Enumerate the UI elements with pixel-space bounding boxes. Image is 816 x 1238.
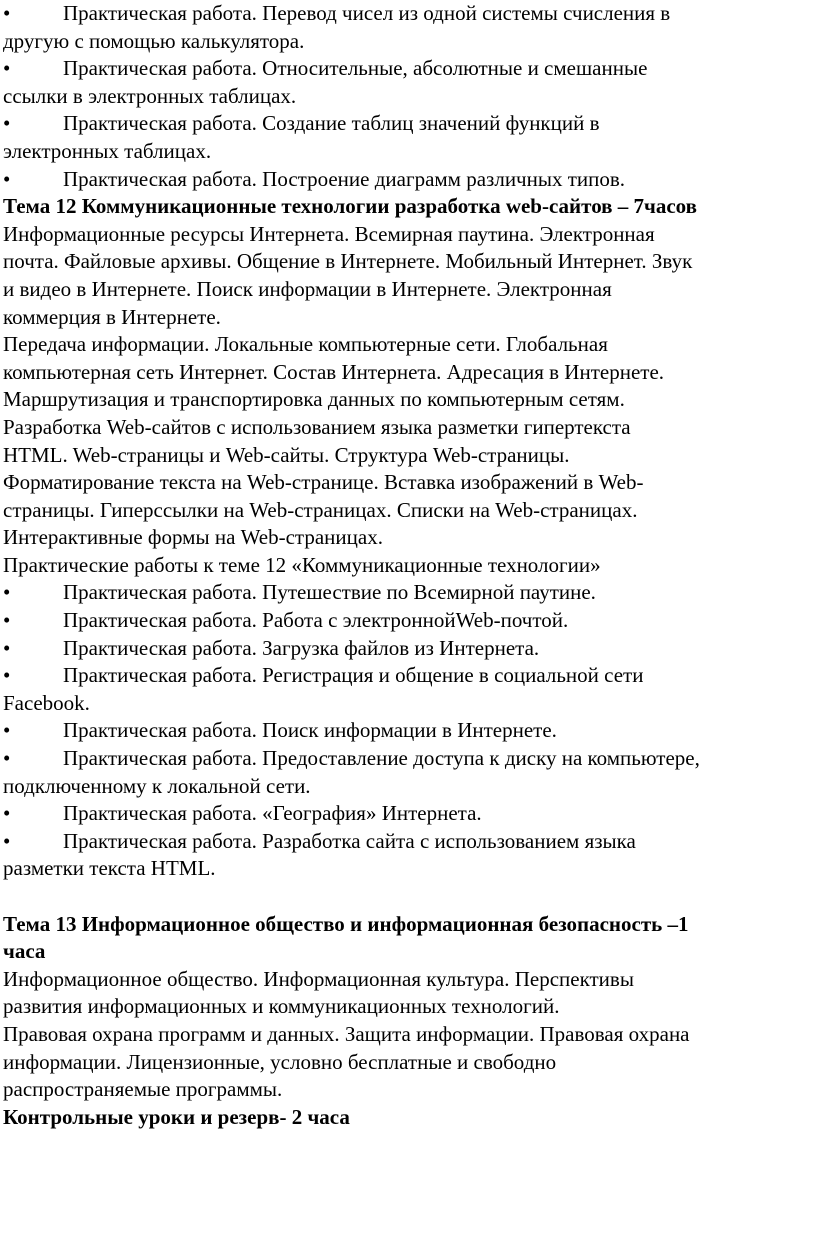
bullet: • (3, 746, 11, 771)
list-item (3, 579, 815, 607)
paragraph-line: коммерция в Интернете. (3, 304, 221, 329)
top-practice-list (3, 0, 815, 193)
topic12-paragraph-2 (3, 331, 815, 552)
paragraph-line: Интерактивные формы на Web-страницах. (3, 525, 383, 550)
list-item (3, 745, 815, 773)
paragraph-line: Разработка Web-сайтов с использованием языка разметки гипертекста (3, 414, 631, 439)
topic13-heading-line: часа (3, 939, 46, 964)
list-item (3, 110, 815, 138)
topic12-practice-list (3, 579, 815, 883)
list-item (3, 55, 815, 83)
bullet: • (3, 635, 11, 660)
blank-line (3, 883, 815, 911)
paragraph-line: почта. Файловые архивы. Общение в Интернете. Мобильный Интернет. Звук (3, 249, 693, 274)
final-heading: Контрольные уроки и резерв- 2 часа (3, 1104, 350, 1129)
list-item-continuation: Facebook. (3, 690, 90, 715)
bullet: • (3, 608, 11, 633)
list-item-text: Практическая работа. Предоставление доступа к диску на компьютере, (63, 746, 700, 771)
list-item-text: Практическая работа. Загрузка файлов из Интернета. (63, 635, 540, 660)
paragraph-line: Маршрутизация и транспортировка данных по компьютерным сетям. (3, 387, 625, 412)
paragraph-line: Передача информации. Локальные компьютерные сети. Глобальная (3, 332, 608, 357)
bullet: • (3, 580, 11, 605)
list-item (3, 662, 815, 690)
list-item (3, 166, 815, 194)
list-item (3, 0, 815, 28)
list-item-text: Практическая работа. Создание таблиц значений функций в (63, 111, 600, 136)
bullet: • (3, 663, 11, 688)
topic13-paragraph-1 (3, 966, 815, 1021)
paragraph-line: HTML. Web-страницы и Web-сайты. Структура Web-страницы. (3, 442, 570, 467)
list-item-text: Практическая работа. Перевод чисел из одной системы счисления в (63, 1, 671, 25)
topic13-paragraph-2 (3, 1021, 815, 1104)
list-item-text: Практическая работа. Разработка сайта с использованием языка (63, 828, 636, 853)
topic12-paragraph-1 (3, 221, 815, 331)
paragraph-line: Информационные ресурсы Интернета. Всемирная паутина. Электронная (3, 221, 655, 246)
bullet: • (3, 56, 11, 81)
bullet: • (3, 828, 11, 853)
paragraph-line: и видео в Интернете. Поиск информации в Интернете. Электронная (3, 276, 612, 301)
list-item (3, 717, 815, 745)
paragraph-line: Правовая охрана программ и данных. Защита информации. Правовая охрана (3, 1021, 690, 1046)
paragraph-line: компьютерная сеть Интернет. Состав Интернета. Адресация в Интернете. (3, 359, 665, 384)
topic13-heading-line: Тема 13 Информационное общество и информационная безопасность –1 (3, 911, 689, 936)
bullet: • (3, 801, 11, 826)
list-item-continuation: электронных таблицах. (3, 138, 212, 163)
topic12-practice-intro: Практические работы к теме 12 «Коммуникационные технологии» (3, 552, 601, 577)
bullet: • (3, 1, 11, 25)
topic13-heading (3, 911, 815, 966)
list-item-continuation: ссылки в электронных таблицах. (3, 83, 297, 108)
document-page (3, 0, 815, 1131)
paragraph-line: страницы. Гиперссылки на Web-страницах. Списки на Web-страницах. (3, 497, 638, 522)
list-item (3, 607, 815, 635)
list-item-text: Практическая работа. Работа с электроннойWeb-почтой. (63, 608, 569, 633)
paragraph-line: Информационное общество. Информационная культура. Перспективы (3, 966, 634, 991)
bullet: • (3, 718, 11, 743)
list-item-text: Практическая работа. Относительные, абсолютные и смешанные (63, 56, 648, 81)
list-item-continuation: подключенному к локальной сети. (3, 773, 311, 798)
bullet: • (3, 166, 11, 191)
topic12-heading: Тема 12 Коммуникационные технологии разработка web-сайтов – 7часов (3, 194, 697, 219)
paragraph-line: информации. Лицензионные, условно бесплатные и свободно (3, 1049, 557, 1074)
list-item (3, 635, 815, 663)
list-item-continuation: другую с помощью калькулятора. (3, 28, 305, 53)
paragraph-line: Форматирование текста на Web-странице. Вставка изображений в Web- (3, 470, 644, 495)
list-item-text: Практическая работа. Путешествие по Всемирной паутине. (63, 580, 596, 605)
list-item-text: Практическая работа. Поиск информации в Интернете. (63, 718, 557, 743)
list-item-continuation: разметки текста HTML. (3, 856, 216, 881)
bullet: • (3, 111, 11, 136)
list-item-text: Практическая работа. «География» Интернета. (63, 801, 482, 826)
list-item-text: Практическая работа. Регистрация и общение в социальной сети (63, 663, 644, 688)
list-item-text: Практическая работа. Построение диаграмм различных типов. (63, 166, 626, 191)
paragraph-line: распространяемые программы. (3, 1077, 283, 1102)
paragraph-line: развития информационных и коммуникационных технологий. (3, 994, 560, 1019)
list-item (3, 800, 815, 828)
list-item (3, 828, 815, 856)
